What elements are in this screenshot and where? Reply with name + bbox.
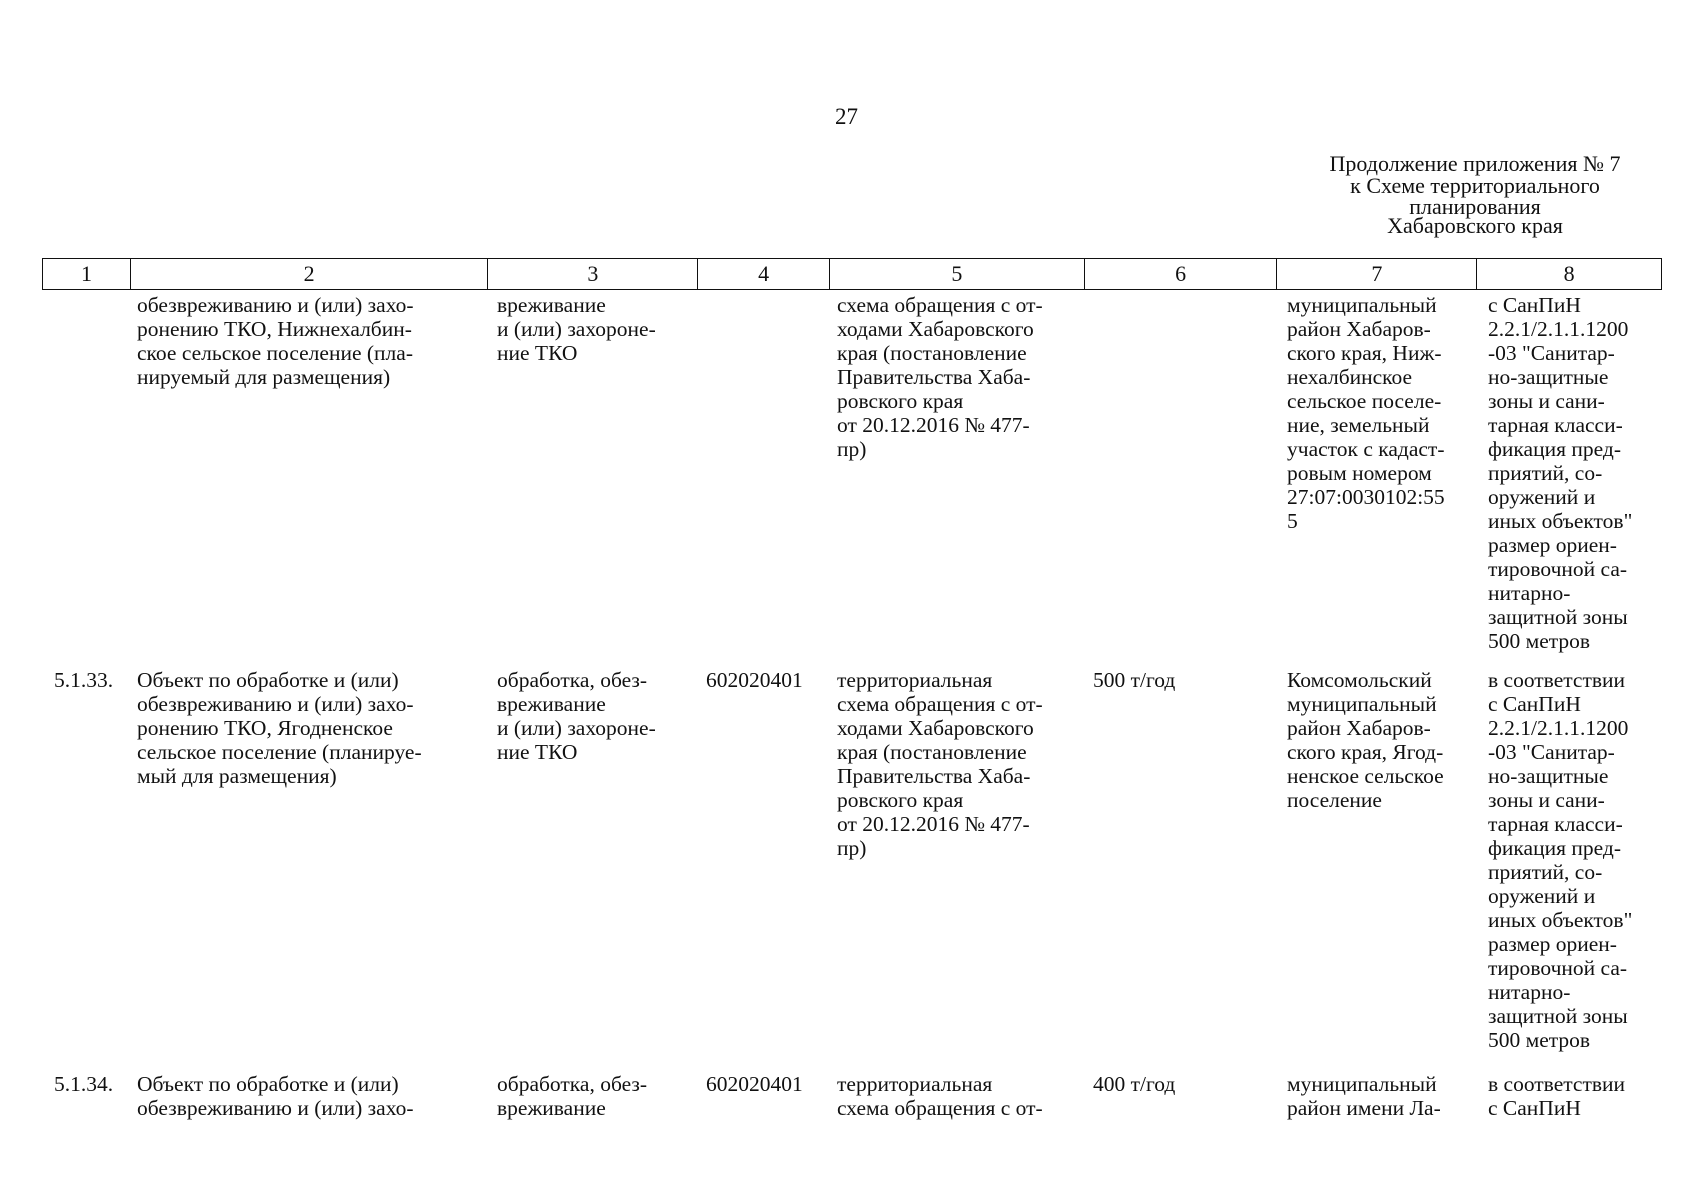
text-line: ровского края: [837, 389, 964, 413]
text-line: ровым номером: [1287, 461, 1432, 485]
text-line: с СанПиН: [1488, 293, 1581, 317]
text-line: тировочной са-: [1488, 956, 1628, 980]
text-line: с СанПиН: [1488, 692, 1581, 716]
text-line: нитарно-: [1488, 581, 1571, 605]
text-line: Объект по обработке и (или): [137, 1072, 399, 1096]
basis-cell: [837, 1072, 1043, 1120]
text-line: 5.1.34.: [54, 1072, 114, 1096]
text-line: Комсомольский: [1287, 668, 1432, 692]
text-line: 5.1.33.: [54, 668, 114, 692]
row-number-cell: [54, 1072, 113, 1096]
text-line: территориальная: [837, 1072, 993, 1096]
text-line: приятий, со-: [1488, 461, 1603, 485]
capacity-cell: [1093, 1072, 1175, 1096]
text-line: ходами Хабаровского: [837, 716, 1034, 740]
text-line: ронению ТКО, Ягодненское: [137, 716, 393, 740]
text-line: в соответствии: [1488, 1072, 1626, 1096]
text-line: но-защитные: [1488, 365, 1609, 389]
text-line: район Хабаров-: [1287, 716, 1431, 740]
text-line: ние ТКО: [497, 341, 578, 365]
text-line: муниципальный: [1287, 692, 1437, 716]
text-line: края (постановление: [837, 740, 1027, 764]
text-line: ние, земельный: [1287, 413, 1430, 437]
text-line: территориальная: [837, 668, 993, 692]
text-line: участок с кадаст-: [1287, 437, 1445, 461]
sanitary-zone-cell: [1488, 1072, 1625, 1120]
text-line: обезвреживанию и (или) захо-: [137, 1096, 414, 1120]
text-line: зоны и сани-: [1488, 389, 1605, 413]
text-line: нитарно-: [1488, 980, 1571, 1004]
column-number-4: 4: [698, 259, 830, 289]
text-line: -03 "Санитар-: [1488, 740, 1615, 764]
text-line: нируемый для размещения): [137, 365, 391, 389]
text-line: сельское поселе-: [1287, 389, 1442, 413]
purpose-cell: [497, 1072, 647, 1120]
text-line: схема обращения с от-: [837, 692, 1043, 716]
text-line: пр): [837, 836, 867, 860]
text-line: нехалбинское: [1287, 365, 1413, 389]
text-line: 2.2.1/2.1.1.1200: [1488, 317, 1629, 341]
text-line: 2.2.1/2.1.1.1200: [1488, 716, 1629, 740]
text-line: муниципальный: [1287, 1072, 1437, 1096]
text-line: 5: [1287, 509, 1298, 533]
text-line: пр): [837, 437, 867, 461]
text-line: защитной зоны: [1488, 605, 1628, 629]
text-line: фикация пред-: [1488, 836, 1621, 860]
text-line: иных объектов": [1488, 509, 1633, 533]
text-line: 500 метров: [1488, 1028, 1591, 1052]
column-number-1: 1: [43, 259, 131, 289]
object-name-cell: [137, 1072, 414, 1120]
text-line: Правительства Хаба-: [837, 764, 1031, 788]
text-line: 500 метров: [1488, 629, 1591, 653]
text-line: тарная класси-: [1488, 812, 1623, 836]
page-number: 27: [835, 104, 858, 129]
text-line: муниципальный: [1287, 293, 1437, 317]
column-number-7: 7: [1277, 259, 1477, 289]
text-line: зоны и сани-: [1488, 788, 1605, 812]
text-line: 602020401: [706, 1072, 803, 1096]
text-line: Правительства Хаба-: [837, 365, 1031, 389]
text-line: обработка, обез-: [497, 668, 648, 692]
text-line: ского края, Ягод-: [1287, 740, 1444, 764]
text-line: иных объектов": [1488, 908, 1633, 932]
text-line: фикация пред-: [1488, 437, 1621, 461]
text-line: края (постановление: [837, 341, 1027, 365]
appendix-line-1: Продолжение приложения № 7: [1329, 151, 1621, 176]
text-line: сельское поселение (планируе-: [137, 740, 422, 764]
appendix-line-2: к Схеме территориального: [1350, 173, 1600, 198]
text-line: 400 т/год: [1093, 1072, 1176, 1096]
text-line: Объект по обработке и (или): [137, 668, 399, 692]
column-number-6: 6: [1085, 259, 1278, 289]
column-number-8: 8: [1563, 261, 1575, 286]
text-line: ского края, Ниж-: [1287, 341, 1442, 365]
text-line: и (или) захороне-: [497, 716, 656, 740]
text-line: вреживание: [497, 293, 606, 317]
text-line: размер ориен-: [1488, 533, 1617, 557]
text-line: поселение: [1287, 788, 1382, 812]
text-line: оружений и: [1488, 485, 1596, 509]
text-line: тарная класси-: [1488, 413, 1623, 437]
text-line: вреживание: [497, 1096, 606, 1120]
text-line: вреживание: [497, 692, 606, 716]
text-line: ское сельское поселение (пла-: [137, 341, 413, 365]
text-line: от 20.12.2016 № 477-: [837, 812, 1030, 836]
column-number-5: 5: [830, 259, 1085, 289]
column-number-3: 3: [488, 259, 698, 289]
text-line: район Хабаров-: [1287, 317, 1431, 341]
text-line: ненское сельское: [1287, 764, 1444, 788]
text-line: с СанПиН: [1488, 1096, 1581, 1120]
text-line: ходами Хабаровского: [837, 317, 1034, 341]
text-line: -03 "Санитар-: [1488, 341, 1615, 365]
text-line: район имени Ла-: [1287, 1096, 1441, 1120]
text-line: 500 т/год: [1093, 668, 1176, 692]
text-line: от 20.12.2016 № 477-: [837, 413, 1030, 437]
text-line: 602020401: [706, 668, 803, 692]
text-line: схема обращения с от-: [837, 293, 1043, 317]
text-line: обработка, обез-: [497, 1072, 648, 1096]
text-line: схема обращения с от-: [837, 1096, 1043, 1120]
text-line: и (или) захороне-: [497, 317, 656, 341]
location-cell: [1287, 1072, 1441, 1120]
text-line: мый для размещения): [137, 764, 337, 788]
text-line: обезвреживанию и (или) захо-: [137, 692, 414, 716]
appendix-line-3: планирования: [1409, 194, 1541, 219]
column-number-2: 2: [131, 259, 489, 289]
appendix-line-4: Хабаровского края: [1387, 213, 1563, 238]
text-line: ние ТКО: [497, 740, 578, 764]
text-line: 27:07:0030102:55: [1287, 485, 1445, 509]
text-line: ровского края: [837, 788, 964, 812]
code-cell: [706, 1072, 803, 1096]
text-line: обезвреживанию и (или) захо-: [137, 293, 414, 317]
text-line: тировочной са-: [1488, 557, 1628, 581]
text-line: оружений и: [1488, 884, 1596, 908]
text-line: приятий, со-: [1488, 860, 1603, 884]
text-line: защитной зоны: [1488, 1004, 1628, 1028]
text-line: в соответствии: [1488, 668, 1626, 692]
text-line: размер ориен-: [1488, 932, 1617, 956]
text-line: но-защитные: [1488, 764, 1609, 788]
text-line: ронению ТКО, Нижнехалбин-: [137, 317, 412, 341]
